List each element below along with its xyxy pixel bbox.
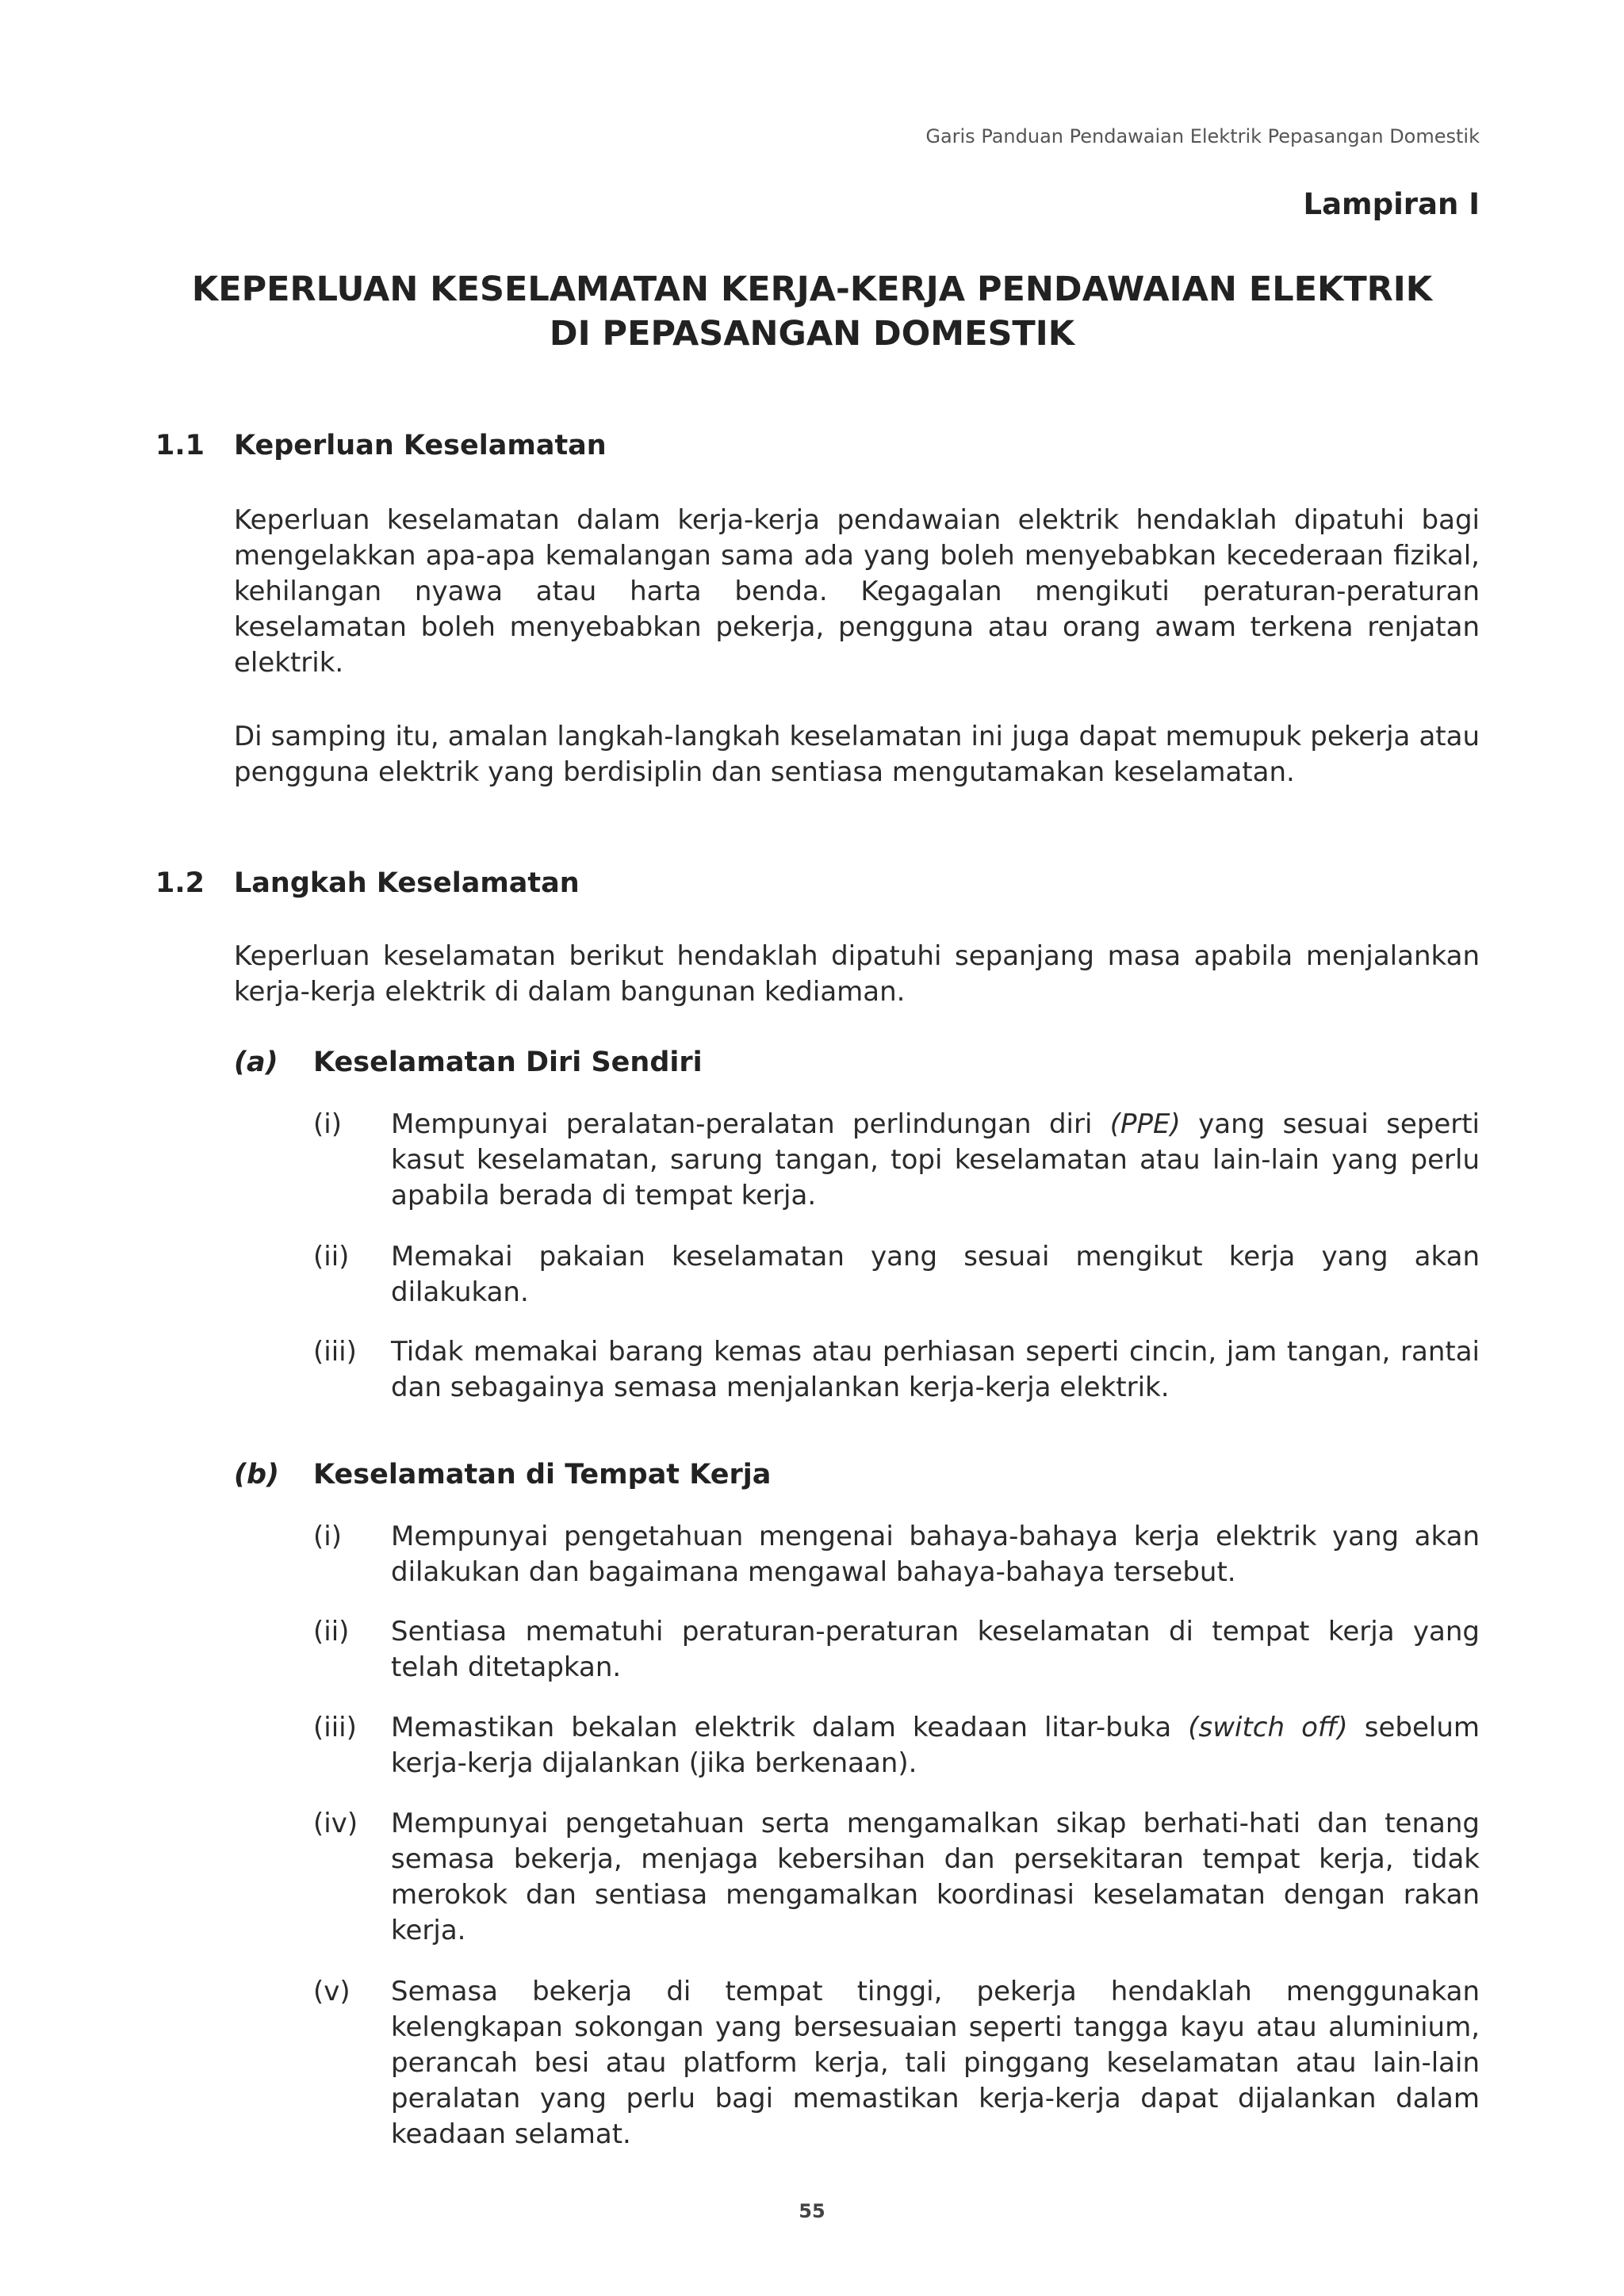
item-number: (i) bbox=[313, 1108, 342, 1140]
appendix-label: Lampiran I bbox=[1303, 187, 1480, 221]
list-item-text: Semasa bekerja di tempat tinggi, pekerja hendaklah menggunakan kelengkapan sokongan yang bersesuaian seperti tangga kayu atau aluminium, perancah besi atau platform kerja, tali pinggang keselamatan atau lain-lain peralatan yang perlu bagi memastikan kerja-kerja dapat dijalankan dalam keadaan selamat. bbox=[391, 1976, 1480, 2150]
item-number: (iv) bbox=[313, 1808, 358, 1839]
item-number: (ii) bbox=[313, 1241, 350, 1272]
document-title bbox=[144, 267, 1480, 356]
item-emphasis: (switch off) bbox=[1188, 1712, 1348, 1743]
running-header: Garis Panduan Pendawaian Elektrik Pepasangan Domestik bbox=[925, 125, 1480, 147]
list-item-text: Memakai pakaian keselamatan yang sesuai mengikut kerja yang akan dilakukan. bbox=[391, 1241, 1480, 1308]
title-line-2: DI PEPASANGAN DOMESTIK bbox=[549, 314, 1075, 354]
section-number-1-2: 1.2 bbox=[155, 867, 205, 899]
list-item-text: Mempunyai pengetahuan serta mengamalkan sikap berhati-hati dan tenang semasa bekerja, menjaga kebersihan dan persekitaran tempat kerja, tidak merokok dan sentiasa mengamalkan koordinasi keselamatan dengan rakan kerja. bbox=[391, 1808, 1480, 1946]
item-text-part: Mempunyai peralatan-peralatan perlindungan diri bbox=[391, 1108, 1110, 1140]
section-heading-1-2: Langkah Keselamatan bbox=[234, 867, 580, 899]
section-number-1-1: 1.1 bbox=[155, 430, 205, 461]
page-number: 55 bbox=[799, 2200, 825, 2222]
subsection-letter-b: (b) bbox=[234, 1459, 280, 1490]
item-text-part: Memastikan bekalan elektrik dalam keadaan litar-buka bbox=[391, 1712, 1189, 1743]
item-emphasis: (PPE) bbox=[1109, 1108, 1181, 1140]
list-item-text bbox=[391, 1107, 1480, 1214]
item-text-part: sebelum kerja-kerja dijalankan (jika berkenaan). bbox=[391, 1712, 1480, 1779]
item-number: (iii) bbox=[313, 1712, 357, 1743]
item-number: (v) bbox=[313, 1976, 350, 2007]
section-1-2-intro: Keperluan keselamatan berikut hendaklah dipatuhi sepanjang masa apabila menjalankan kerja-kerja elektrik di dalam bangunan kediaman. bbox=[234, 940, 1480, 1008]
subsection-heading-b: Keselamatan di Tempat Kerja bbox=[313, 1459, 772, 1490]
subsection-heading-a: Keselamatan Diri Sendiri bbox=[313, 1047, 703, 1078]
subsection-letter-a: (a) bbox=[234, 1047, 278, 1078]
item-text-part: yang sesuai seperti kasut keselamatan, sarung tangan, topi keselamatan atau lain-lain yang perlu apabila berada di tempat kerja. bbox=[391, 1108, 1480, 1211]
title-line-1: KEPERLUAN KESELAMATAN KERJA-KERJA PENDAWAIAN ELEKTRIK bbox=[191, 270, 1433, 309]
item-number: (i) bbox=[313, 1521, 342, 1552]
list-item-text: Mempunyai pengetahuan mengenai bahaya-bahaya kerja elektrik yang akan dilakukan dan bagaimana mengawal bahaya-bahaya tersebut. bbox=[391, 1521, 1480, 1588]
list-item-text bbox=[391, 1710, 1480, 1781]
section-1-1-paragraph-2: Di samping itu, amalan langkah-langkah keselamatan ini juga dapat memupuk pekerja atau pengguna elektrik yang berdisiplin dan sentiasa mengutamakan keselamatan. bbox=[234, 721, 1480, 788]
item-number: (ii) bbox=[313, 1616, 350, 1647]
section-heading-1-1: Keperluan Keselamatan bbox=[234, 430, 607, 461]
list-item-text: Sentiasa mematuhi peraturan-peraturan keselamatan di tempat kerja yang telah ditetapkan. bbox=[391, 1616, 1480, 1683]
item-number: (iii) bbox=[313, 1336, 357, 1368]
section-1-1-paragraph-1: Keperluan keselamatan dalam kerja-kerja pendawaian elektrik hendaklah dipatuhi bagi mengelakkan apa-apa kemalangan sama ada yang boleh menyebabkan kecederaan fizikal, kehilangan nyawa atau harta benda. Kegagalan mengikuti peraturan-peraturan keselamatan boleh menyebabkan pekerja, pengguna atau orang awam terkena renjatan elektrik. bbox=[234, 504, 1480, 679]
list-item-text: Tidak memakai barang kemas atau perhiasan seperti cincin, jam tangan, rantai dan sebagainya semasa menjalankan kerja-kerja elektrik. bbox=[391, 1336, 1480, 1403]
